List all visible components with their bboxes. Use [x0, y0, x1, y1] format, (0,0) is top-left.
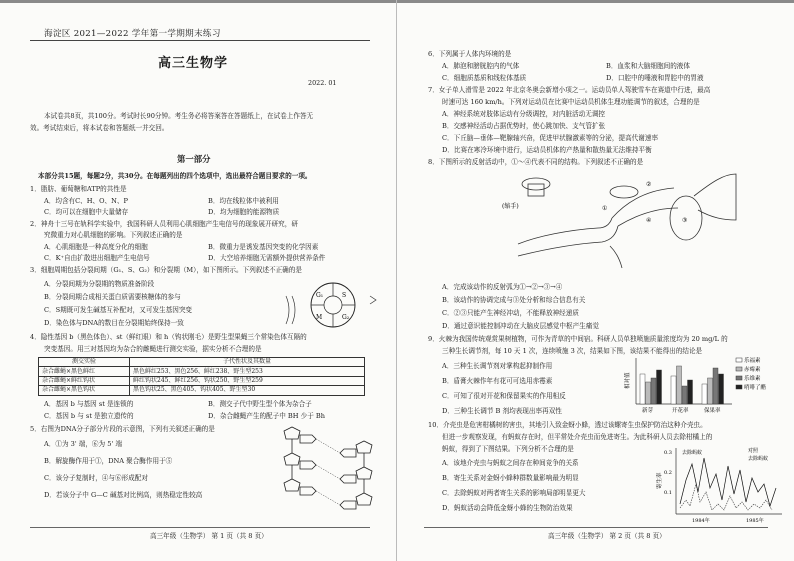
q5-option-c: C．该分子复制时，④与⑥形成配对	[44, 474, 148, 482]
table-cell: 杂合雌蝇×黑色钩状	[39, 386, 130, 395]
q1-stem: 1．脂肪、葡萄糖和ATP的共性是	[30, 185, 127, 193]
q3-option-c: C．S期既可发生碱基互补配对，又可发生基因突变	[44, 306, 193, 314]
footer-rule	[424, 527, 768, 528]
exam-title: 高三生物学	[158, 56, 229, 71]
structure-label-2: ②	[646, 181, 652, 188]
legend-entry: 乐福素	[744, 358, 761, 364]
q4-option-b: B．测交子代中野生型个体为杂合子	[208, 400, 312, 408]
q9-option-c: C．可知了很对开花和保留果实的作用相反	[442, 392, 566, 400]
legend-swatch	[736, 385, 742, 389]
structure-label-4: ④	[646, 217, 652, 224]
q10-stem-2: 但进一步观察发现，有蚂蚁存在时，但平常处介壳虫而免进寄生。为此科研人员去除柑橘上的	[442, 433, 713, 441]
legend-swatch	[736, 376, 742, 380]
q7-option-a: A．神经系统对肢体运动有分级调控，对内脏活动无调控	[442, 110, 606, 118]
exam-header: 海淀区 2021—2022 学年第一学期期末练习	[44, 29, 221, 39]
table-cell: 鲜红钩状245、鲜红256、钩状250、野生型259	[130, 376, 365, 385]
footer-rule	[30, 527, 370, 528]
table-header: 测交实验	[39, 358, 130, 367]
phase-s-label: S	[342, 292, 347, 299]
chromosome-icon	[286, 296, 295, 324]
q6-option-b: B．血浆和大脑细胞间的液体	[606, 62, 690, 70]
part-instructions: 本部分共15题，每题2分，共30分。在每题列出的四个选项中，选出最符合题目要求的一项。	[38, 172, 312, 180]
chart-bar	[719, 374, 724, 404]
q5-option-b: B．解旋酶作用于①，DNA 聚合酶作用于⑤	[44, 457, 173, 465]
chart-bar	[702, 384, 707, 404]
cell-cycle-figure	[278, 276, 388, 334]
table-cell: 杂合雌蝇×黑色鲜红	[39, 367, 130, 376]
category-label: 开花率	[672, 408, 689, 414]
arrow-icon	[370, 296, 376, 304]
q2-stem-2: 究微重力对心肌细胞的影响。下列叙述正确的是	[44, 231, 183, 239]
page-2	[398, 0, 794, 561]
category-label: 保果率	[704, 408, 721, 414]
hand-icon	[610, 186, 638, 198]
q9-option-d: D．三种生长调节 B 剂均表现出率再双性	[442, 407, 562, 415]
q2-stem-1: 2．神舟十三号在轨科学实验中，我国科研人员利用心肌细胞产生电信号的现象展开研究，研	[30, 220, 298, 228]
q5-option-d: D．若该分子中 G—C 碱基对比例高，则热稳定性较高	[44, 491, 203, 499]
q10-option-b: B．寄生关系对金蚜小蜂种群数量影响最为明显	[442, 474, 579, 482]
notice-line-1: 本试卷共8页，共100分。考试时长90分钟。考生务必将答案答在答题纸上，在试卷上作答无	[44, 112, 314, 120]
exam-date: 2022. 01	[308, 79, 337, 87]
q6-stem: 6．下列属于人体内环境的是	[428, 50, 512, 58]
table-cell: 黑色钩状25、黑色405、钩状405、野生型30	[130, 386, 365, 395]
q2-option-d: D．大空培养细胞无需额外提供营养条件	[208, 254, 326, 262]
reflex-arc-figure	[498, 170, 748, 274]
q10-option-a: A．该地介壳虫与蚂蚁之间存在种间竞争的关系	[442, 459, 579, 467]
table-row	[39, 367, 365, 376]
chart-bar	[688, 380, 693, 404]
phase-g1-label: G₁	[316, 292, 324, 299]
parasitism-rate-chart	[656, 444, 786, 526]
q9-stem-2: 三种生长调节剂，每 10 天 1 次，连续喷施 3 次，结果如下图，该结果不能得出的结论是	[442, 347, 703, 355]
q8-option-b: B．该动作的协调完成与③处分析和综合信息有关	[442, 296, 586, 304]
legend-entry: 乐维素	[744, 376, 761, 382]
page-footer: 高三年级（生物学） 第 2 页（共 8 页）	[548, 532, 666, 540]
q1-option-a: A．均含有C、H、O、N、P	[44, 197, 128, 205]
q1-option-d: D．均为细胞的能源物质	[208, 208, 280, 216]
q9-stem-1: 9．火棘为我国传统观赏果树植物，可作为青草的中间宿。科研人员单独喷施质量浓度均为 20 mg/L 的	[428, 335, 728, 343]
q4-stem-2: 突变基因。用三对基因均为杂合的雌蝇进行测交实验，据实分析不合理的是	[44, 345, 262, 353]
ant-removal-series-line	[680, 458, 776, 506]
q3-stem: 3．细胞周期包括分裂间期（G₁、S、G₂）和分裂期（M），如下图所示。下列叙述不正确的是	[30, 266, 302, 274]
chart-note: 去除蚂蚁	[682, 450, 703, 456]
control-series-line	[680, 484, 772, 510]
q4-option-c: C．基因 b 与 st 是独立遗传的	[44, 412, 134, 420]
part-heading: 第一部分	[177, 154, 211, 164]
q6-option-a: A．肺泡和膀胱腔内的气体	[442, 62, 520, 70]
q7-stem-2: 时速可达 160 km/h。下列对运动员在比赛中运动员机体生理功能调节的叙述，合理的是	[442, 98, 700, 106]
q9-option-b: B．盾膏火棘作年有花可可选用赤霉素	[442, 377, 553, 385]
flex-caption: (缩手)	[502, 203, 519, 210]
legend-entry: 对照	[748, 448, 759, 454]
q1-option-b: B．均在线粒体中被利用	[208, 197, 279, 205]
chart-bar	[713, 368, 718, 404]
y-tick-label: 0.2	[664, 470, 672, 476]
q1-option-c: C．均可以在细胞中大量储存	[44, 208, 129, 216]
q2-option-c: C．K⁺自由扩散进出细胞产生电信号	[44, 254, 150, 262]
q3-option-a: A．分裂间期为分裂期的物质准备阶段	[44, 280, 155, 288]
q5-stem: 5．右图为DNA分子部分片段的示意图，下列有关叙述正确的是	[30, 425, 215, 433]
chart-legend	[736, 356, 767, 391]
q7-stem-1: 7．女子单人滑雪是 2022 年北京冬奥会新增小项之一。运动员单人驾驶雪车在赛道中行进，最高	[428, 86, 711, 94]
y-tick-label: 0.1	[664, 490, 672, 496]
legend-entry: 哨啡了醋	[744, 385, 767, 391]
q6-option-d: D．口腔中的唾液和胃腔中的胃液	[606, 74, 704, 82]
q8-option-d: D．通过意识能控制冲动在大脑皮层感觉中枢产生痛觉	[442, 322, 599, 330]
chart-bar	[677, 366, 682, 404]
x-label: 1985年	[746, 518, 764, 524]
chart-bar	[646, 382, 651, 404]
chart-bar	[651, 378, 656, 404]
legend-swatch	[736, 367, 742, 371]
table-cell: 杂合雌蝇×鲜红钩状	[39, 376, 130, 385]
q8-option-c: C．②③只能产生神经冲动，不能释放神经递质	[442, 309, 579, 317]
q8-option-a: A．完成该动作的反射弧为①→②→③→④	[442, 283, 563, 291]
legend-swatch	[736, 358, 742, 362]
q5-option-a: A．①为 3' 端，⑥为 5' 端	[44, 440, 122, 448]
table-header-row	[39, 358, 365, 367]
q7-option-d: D．比赛在寒冷环境中进行，运动员机体的产热量和散热量无法维持平衡	[442, 146, 652, 154]
q10-stem-3: 蚂蚁，得到了下图结果。下列分析不合理的是	[442, 445, 574, 453]
chart-bar	[708, 378, 713, 404]
q6-option-c: C．细胞质基质和线粒体基质	[442, 74, 527, 82]
chart-bar	[671, 376, 676, 404]
phase-g2-label: G₂	[342, 314, 350, 321]
q3-option-d: D．染色体与DNA的数目在分裂期始终保持一致	[44, 319, 184, 327]
q10-option-d: D．蚂蚁活动会降低金蚜小蜂的生物防治效果	[442, 504, 573, 512]
q4-stem-1: 4．隐性基因 b（黑色体色）、st（鲜红眼）和 h（钩状刚毛）是野生型果蝇三个常染色体互隔的	[30, 333, 307, 341]
q7-option-b: B．交感神经活动占据优势时，使心跳加快、支气管扩张	[442, 122, 606, 130]
table-row	[39, 386, 365, 395]
q7-option-c: C．下丘脑—垂体—靶腺轴兴奋，促进甲状腺激素等的分泌，提高代谢速率	[442, 134, 659, 142]
chart-ylabel: 相对值	[625, 372, 631, 389]
y-tick-label: 0.3	[664, 450, 672, 456]
chart-bar	[640, 374, 645, 404]
phase-m-label: M	[316, 314, 323, 321]
q4-option-d: D．杂合雌蝇产生的配子中 BH 少于 Bh	[208, 412, 325, 420]
structure-label-1: ①	[602, 205, 608, 212]
table-cell: 黑色鲜红253、黑色256、鲜红238、野生型253	[130, 367, 365, 376]
q2-option-a: A．心肌细胞是一种高度分化的细胞	[44, 243, 148, 251]
chart-ylabel: 寄生率	[657, 472, 663, 489]
q8-stem: 8．下图所示的反射活动中，①～④代表不同的结构。下列叙述不正确的是	[428, 158, 644, 166]
table-row	[39, 376, 365, 385]
dna-structure-figure	[272, 425, 384, 517]
category-label: 新芽	[642, 408, 654, 414]
chart-bar	[682, 386, 687, 404]
q2-option-b: B．微重力是诱发基因突变的化学因素	[208, 243, 319, 251]
q3-option-b: B．分裂间期合成相关蛋白质需要核糖体的参与	[44, 293, 181, 301]
q9-option-a: A．三种生长调节剂对掌构起抑制作用	[442, 362, 553, 370]
header-rule	[30, 40, 370, 41]
testcross-table	[38, 357, 365, 396]
q10-stem-1: 10．介壳虫是危害柑橘树的害虫，其地引入致金蚜小蜂，透过该螺寄生虫保护防治这种介壳虫。	[428, 421, 707, 429]
notice-line-2: 效。考试结束后，将本试卷和答题纸一并交回。	[30, 124, 169, 132]
chart-bar	[657, 370, 662, 404]
legend-entry: 去除蚂蚁	[748, 456, 769, 462]
legend-entry: 赤霉素	[744, 367, 761, 373]
q10-option-c: C．去除蚂蚁对两者寄生关系的影响局部明显更大	[442, 489, 586, 497]
x-label: 1984年	[692, 518, 710, 524]
structure-label-3: ③	[682, 217, 688, 224]
table-header: 子代性状及其数量	[130, 358, 365, 367]
growth-regulator-chart	[624, 354, 776, 416]
page-footer: 高三年级（生物学） 第 1 页（共 8 页）	[150, 532, 268, 540]
q4-option-a: A．基因 b 与基因 st 是连锁的	[44, 400, 134, 408]
